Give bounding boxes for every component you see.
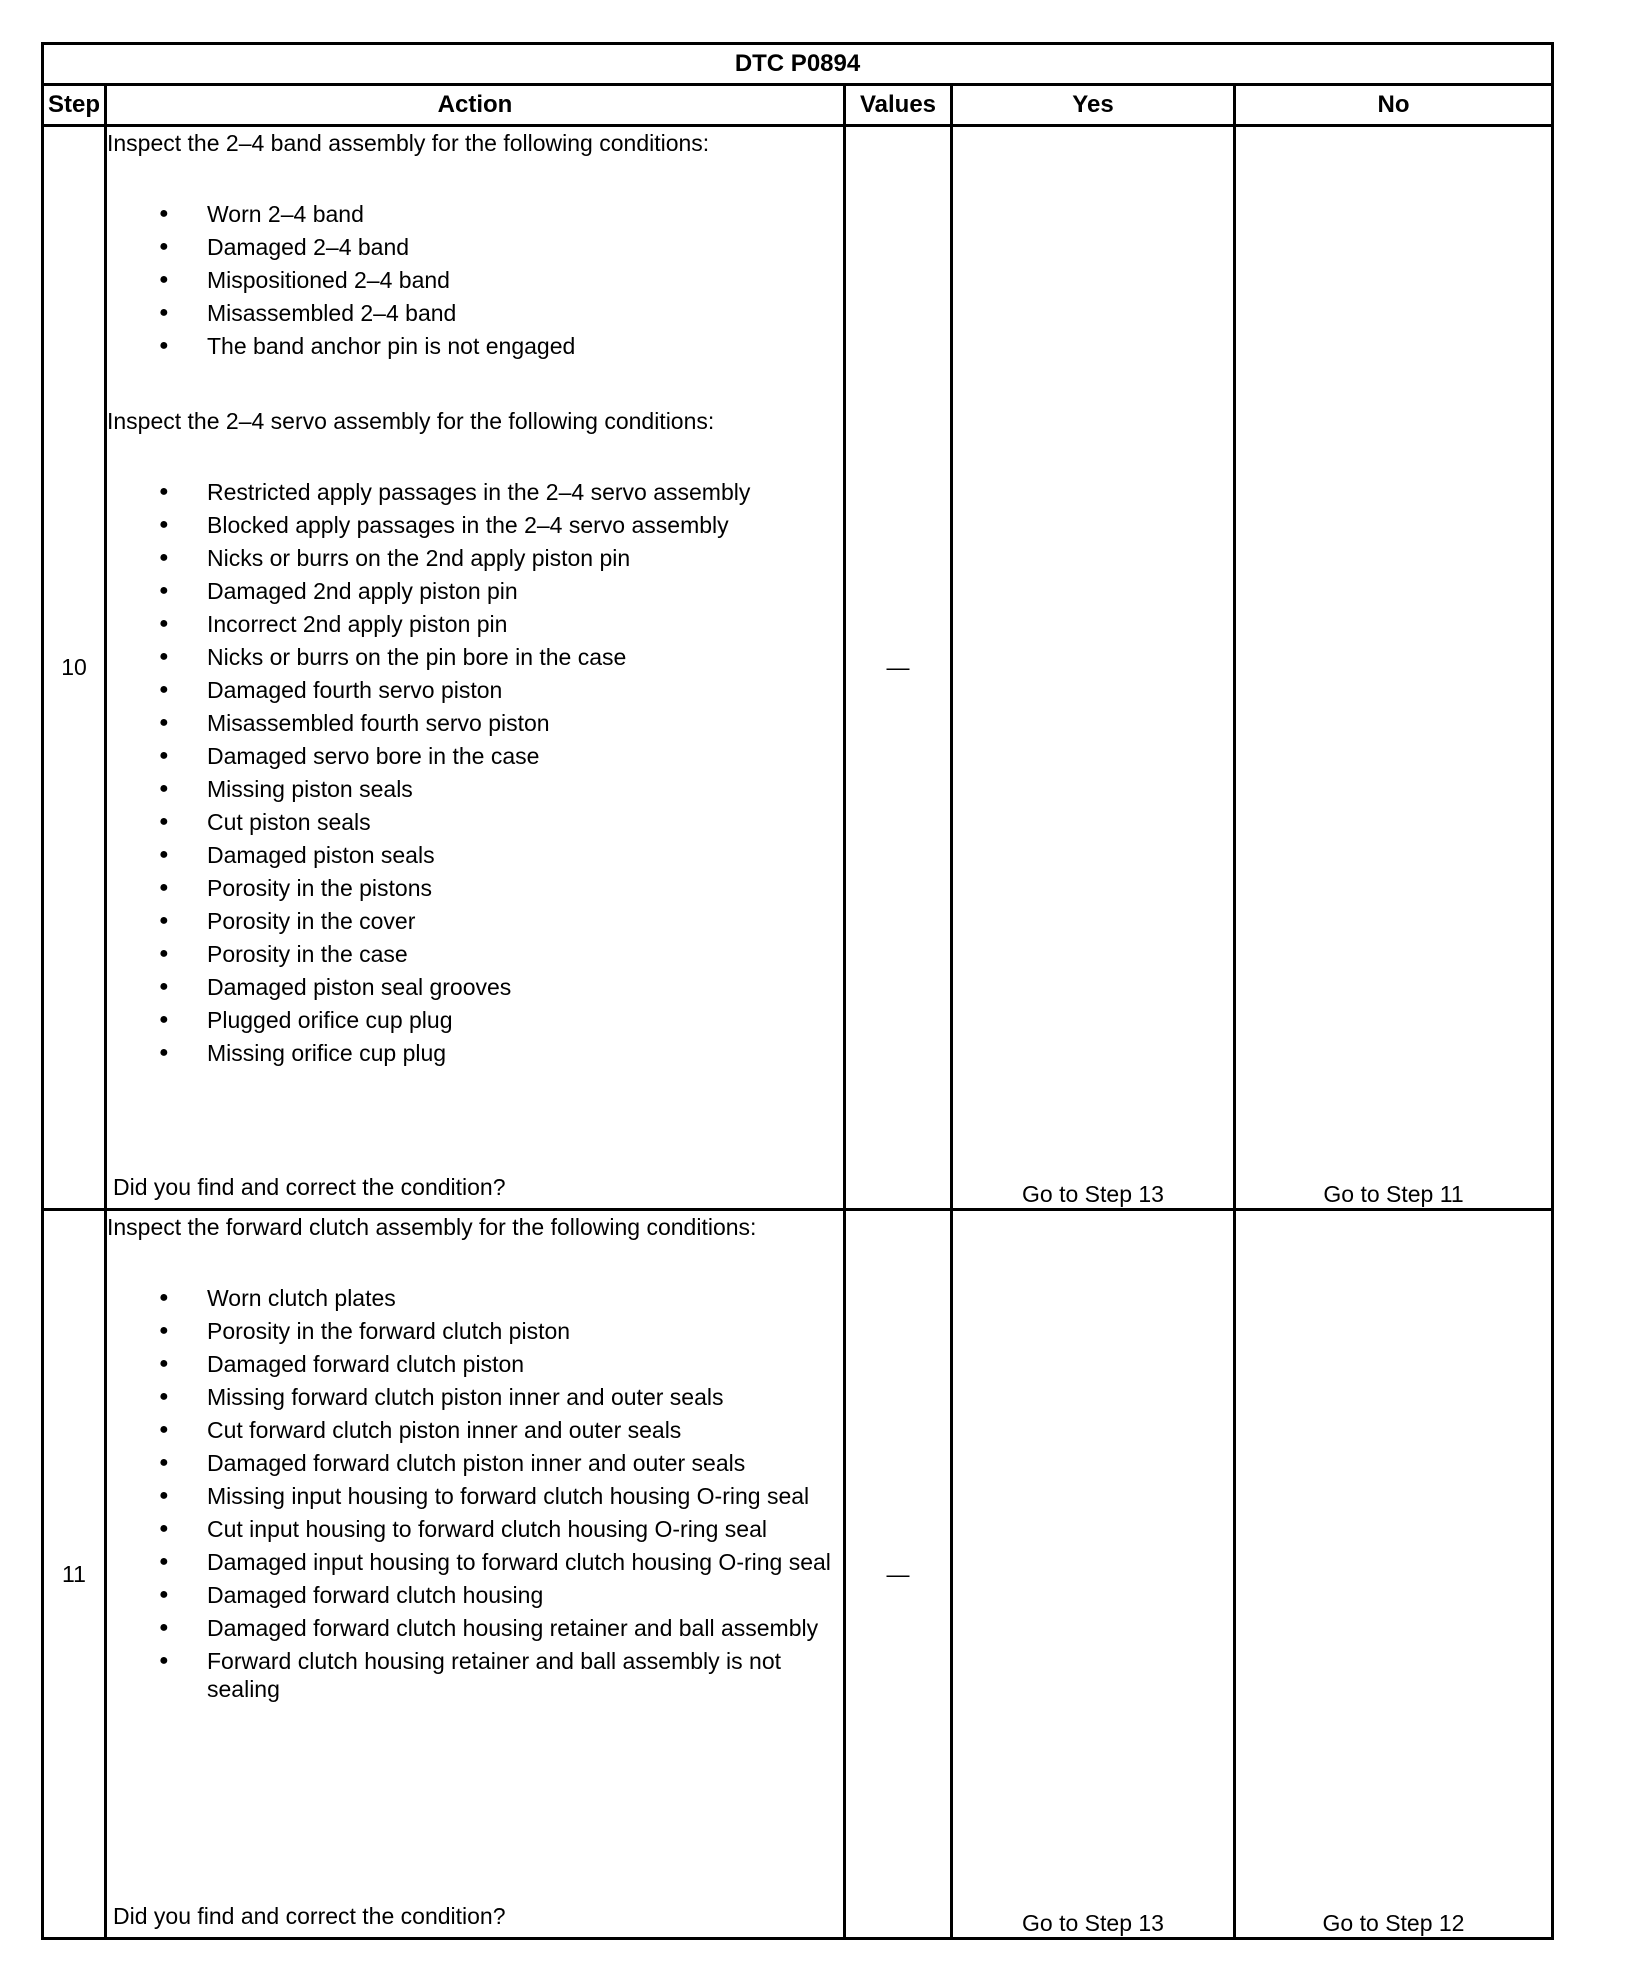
condition-list: [107, 478, 843, 1067]
no-result: Go to Step 12: [1235, 1210, 1553, 1939]
list-item: ● Damaged fourth servo piston: [107, 676, 843, 704]
action-intro: Inspect the forward clutch assembly for the following conditions:: [107, 1214, 757, 1240]
list-item: ● Nicks or burrs on the pin bore in the case: [107, 643, 843, 671]
action-intro: Inspect the 2–4 servo assembly for the following conditions:: [107, 408, 715, 434]
step-number: 11: [43, 1210, 106, 1939]
diagnostic-table: [41, 42, 1554, 1940]
list-item: ● Missing forward clutch piston inner and outer seals: [107, 1383, 843, 1411]
list-item: ● Damaged forward clutch housing: [107, 1581, 843, 1609]
yes-result: Go to Step 13: [952, 1210, 1235, 1939]
list-item: ● Porosity in the case: [107, 940, 843, 968]
list-item: ● Porosity in the cover: [107, 907, 843, 935]
list-item: ● Damaged forward clutch housing retainer and ball assembly: [107, 1614, 843, 1642]
header-row: [43, 85, 1553, 126]
action-cell: [106, 1210, 845, 1939]
header-step: Step: [43, 85, 106, 126]
list-item: ● Restricted apply passages in the 2–4 servo assembly: [107, 478, 843, 506]
list-item: ● Porosity in the pistons: [107, 874, 843, 902]
list-item: ● Damaged forward clutch piston inner and outer seals: [107, 1449, 843, 1477]
list-item: ● Damaged piston seal grooves: [107, 973, 843, 1001]
condition-list: [107, 1284, 843, 1703]
list-item: ● Mispositioned 2–4 band: [107, 266, 843, 294]
list-item: ● Cut piston seals: [107, 808, 843, 836]
list-item: ● Incorrect 2nd apply piston pin: [107, 610, 843, 638]
list-item: ● Damaged forward clutch piston: [107, 1350, 843, 1378]
list-item: ● The band anchor pin is not engaged: [107, 332, 843, 360]
list-item: ● Damaged 2–4 band: [107, 233, 843, 261]
header-values: Values: [845, 85, 952, 126]
action-cell: [106, 126, 845, 1210]
list-item: ● Damaged 2nd apply piston pin: [107, 577, 843, 605]
table-row: [43, 126, 1553, 1210]
yes-result: Go to Step 13: [952, 126, 1235, 1210]
action-intro: Inspect the 2–4 band assembly for the following conditions:: [107, 130, 710, 156]
list-item: ● Misassembled 2–4 band: [107, 299, 843, 327]
action-question: Did you find and correct the condition?: [113, 1903, 506, 1929]
list-item: ● Damaged servo bore in the case: [107, 742, 843, 770]
list-item: ● Damaged piston seals: [107, 841, 843, 869]
list-item: ● Worn clutch plates: [107, 1284, 843, 1312]
values-cell: —: [845, 126, 952, 1210]
list-item: ● Nicks or burrs on the 2nd apply piston pin: [107, 544, 843, 572]
list-item: ● Cut input housing to forward clutch housing O-ring seal: [107, 1515, 843, 1543]
list-item: ● Missing piston seals: [107, 775, 843, 803]
condition-list: [107, 200, 843, 360]
header-no: No: [1235, 85, 1553, 126]
list-item: ● Missing orifice cup plug: [107, 1039, 843, 1067]
values-cell: —: [845, 1210, 952, 1939]
list-item: ● Forward clutch housing retainer and ball assembly is not sealing: [107, 1647, 843, 1703]
table-title: DTC P0894: [43, 44, 1553, 85]
action-question: Did you find and correct the condition?: [113, 1174, 506, 1200]
header-action: Action: [106, 85, 845, 126]
list-item: ● Missing input housing to forward clutch housing O-ring seal: [107, 1482, 843, 1510]
list-item: ● Damaged input housing to forward clutch housing O-ring seal: [107, 1548, 843, 1576]
list-item: ● Plugged orifice cup plug: [107, 1006, 843, 1034]
list-item: ● Porosity in the forward clutch piston: [107, 1317, 843, 1345]
list-item: ● Worn 2–4 band: [107, 200, 843, 228]
header-yes: Yes: [952, 85, 1235, 126]
list-item: ● Misassembled fourth servo piston: [107, 709, 843, 737]
list-item: ● Cut forward clutch piston inner and outer seals: [107, 1416, 843, 1444]
list-item: ● Blocked apply passages in the 2–4 servo assembly: [107, 511, 843, 539]
table-row: [43, 1210, 1553, 1939]
no-result: Go to Step 11: [1235, 126, 1553, 1210]
step-number: 10: [43, 126, 106, 1210]
